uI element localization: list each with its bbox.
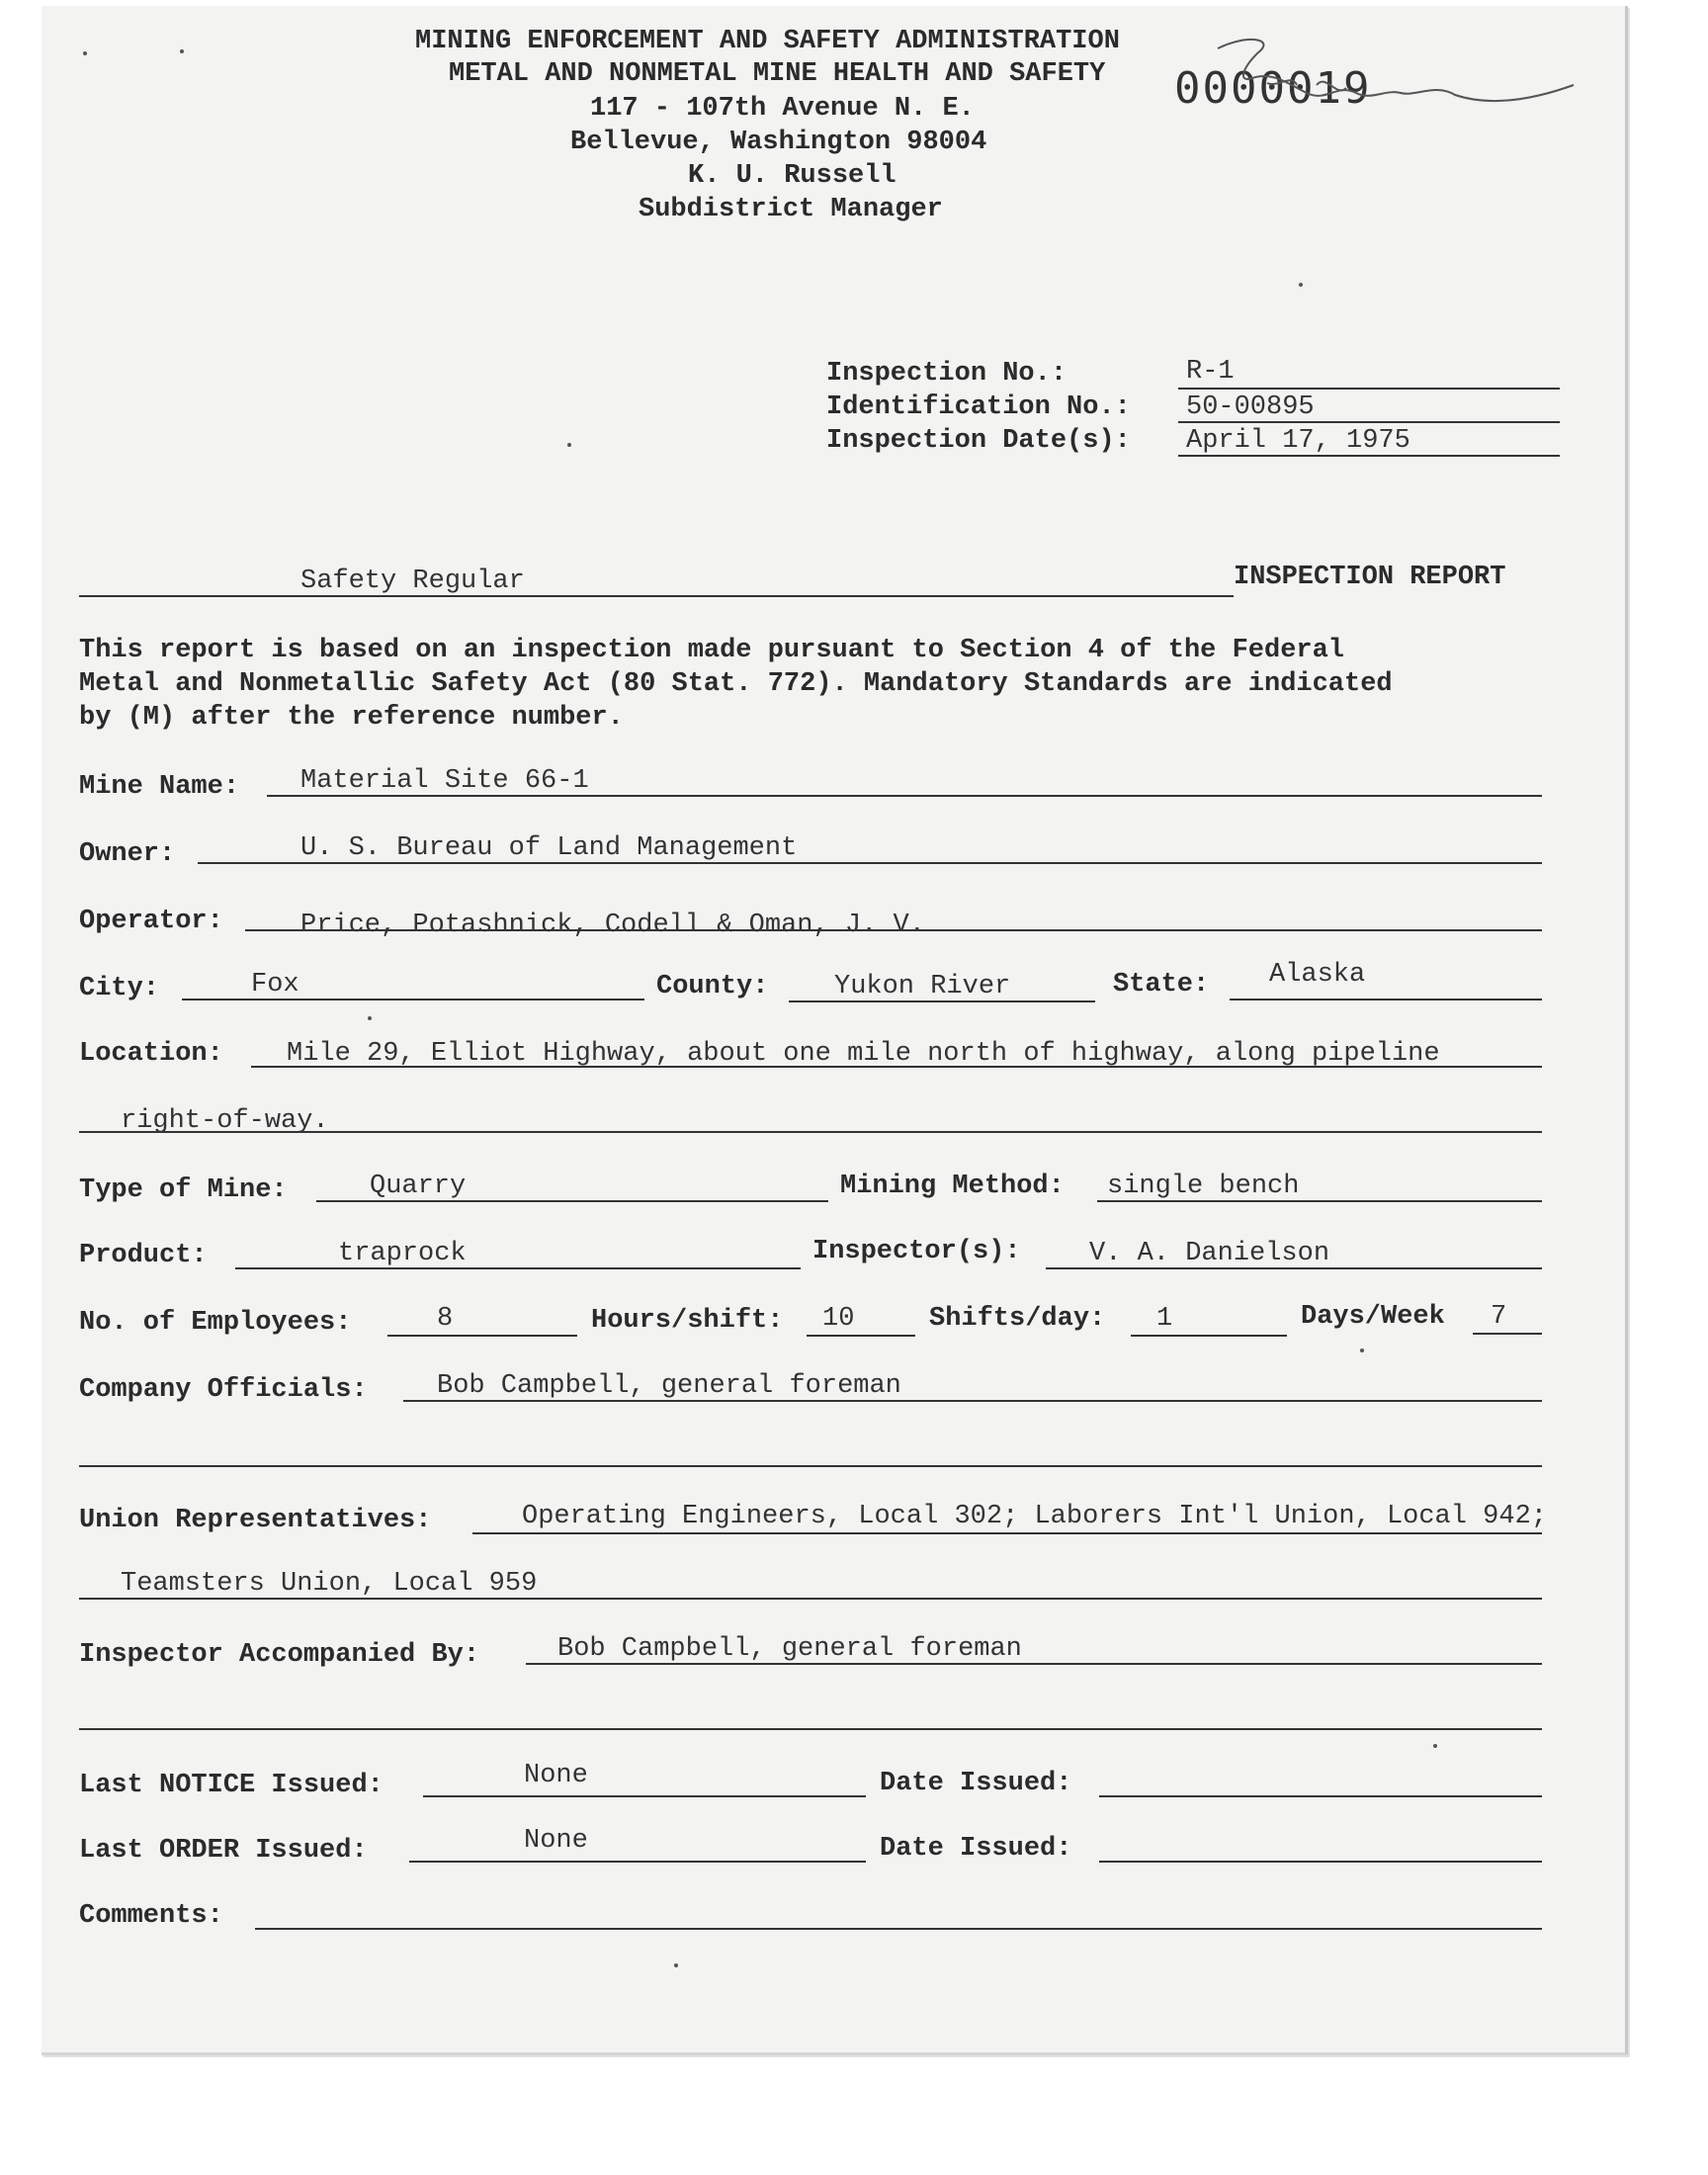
type-of-mine-value: Quarry bbox=[370, 1172, 467, 1201]
state-value: Alaska bbox=[1269, 960, 1366, 990]
state-label: State: bbox=[1113, 970, 1210, 1000]
report-type: Safety Regular bbox=[300, 566, 525, 596]
inspection-dates-line bbox=[1178, 455, 1560, 457]
inspection-dates-value: April 17, 1975 bbox=[1186, 426, 1410, 456]
manager-title: Subdistrict Manager bbox=[639, 195, 943, 224]
identification-no-label: Identification No.: bbox=[826, 392, 1131, 422]
officials-value: Bob Campbell, general foreman bbox=[437, 1371, 901, 1401]
product-line bbox=[235, 1267, 801, 1269]
mining-method-value: single bench bbox=[1107, 1172, 1300, 1201]
inspectors-line bbox=[1046, 1267, 1542, 1269]
union-line-2 bbox=[79, 1598, 1542, 1600]
order-date-line bbox=[1099, 1861, 1542, 1863]
hours-label: Hours/shift: bbox=[591, 1306, 784, 1336]
last-order-line bbox=[409, 1861, 866, 1863]
notice-date-line bbox=[1099, 1795, 1542, 1797]
scan-speck bbox=[567, 443, 571, 447]
accompanied-value: Bob Campbell, general foreman bbox=[557, 1634, 1022, 1664]
city-line bbox=[182, 999, 644, 1000]
division-name: METAL AND NONMETAL MINE HEALTH AND SAFETY bbox=[449, 59, 1106, 89]
operator-label: Operator: bbox=[79, 907, 223, 936]
county-label: County: bbox=[656, 972, 769, 1001]
mining-method-line bbox=[1097, 1200, 1542, 1202]
last-notice-line bbox=[423, 1795, 866, 1797]
product-label: Product: bbox=[79, 1241, 208, 1270]
hours-value: 10 bbox=[822, 1304, 855, 1334]
scan-speck bbox=[1360, 1348, 1364, 1352]
county-line bbox=[789, 1000, 1095, 1002]
shifts-label: Shifts/day: bbox=[929, 1304, 1106, 1334]
union-label: Union Representatives: bbox=[79, 1506, 432, 1535]
scan-speck bbox=[1299, 283, 1303, 287]
type-of-mine-line bbox=[316, 1200, 828, 1202]
accompanied-line bbox=[526, 1663, 1542, 1665]
employees-value: 8 bbox=[437, 1304, 454, 1334]
days-value: 7 bbox=[1491, 1302, 1507, 1332]
scan-speck bbox=[1433, 1744, 1437, 1748]
last-order-label: Last ORDER Issued: bbox=[79, 1836, 368, 1866]
mine-name-line bbox=[267, 795, 1542, 797]
owner-label: Owner: bbox=[79, 839, 176, 869]
handwritten-signature bbox=[1198, 24, 1593, 123]
location-line-1 bbox=[251, 1066, 1542, 1068]
owner-value: U. S. Bureau of Land Management bbox=[300, 833, 798, 863]
union-line-1 bbox=[472, 1532, 1542, 1534]
accompanied-label: Inspector Accompanied By: bbox=[79, 1640, 480, 1670]
notice-date-label: Date Issued: bbox=[880, 1769, 1072, 1798]
product-value: traprock bbox=[338, 1239, 467, 1268]
location-value-line-2: right-of-way. bbox=[121, 1106, 329, 1136]
union-value-line-1: Operating Engineers, Local 302; Laborers Int'l Union, Local 942; bbox=[522, 1502, 1547, 1531]
report-title: INSPECTION REPORT bbox=[1234, 563, 1506, 592]
employees-label: No. of Employees: bbox=[79, 1308, 352, 1338]
officials-line bbox=[403, 1400, 1542, 1402]
document-page bbox=[42, 6, 1628, 2055]
officials-line-2 bbox=[79, 1465, 1542, 1467]
employees-line bbox=[387, 1335, 577, 1337]
intro-line-2: Metal and Nonmetallic Safety Act (80 Stat. 772). Mandatory Standards are indicated bbox=[79, 669, 1393, 699]
last-order-value: None bbox=[524, 1826, 588, 1856]
hours-line bbox=[807, 1335, 915, 1337]
city-label: City: bbox=[79, 974, 160, 1003]
mine-name-value: Material Site 66-1 bbox=[300, 766, 589, 796]
last-notice-value: None bbox=[524, 1761, 588, 1790]
operator-value: Price, Potashnick, Codell & Oman, J. V. bbox=[300, 911, 925, 940]
report-type-line bbox=[79, 595, 1234, 597]
inspectors-label: Inspector(s): bbox=[812, 1237, 1021, 1266]
manager-name: K. U. Russell bbox=[688, 161, 897, 191]
shifts-line bbox=[1131, 1335, 1287, 1337]
inspection-dates-label: Inspection Date(s): bbox=[826, 426, 1131, 456]
city-value: Fox bbox=[251, 970, 299, 1000]
address-line-2: Bellevue, Washington 98004 bbox=[570, 128, 987, 157]
inspection-no-label: Inspection No.: bbox=[826, 359, 1068, 389]
location-label: Location: bbox=[79, 1039, 223, 1069]
inspection-no-value: R-1 bbox=[1186, 357, 1235, 387]
state-line bbox=[1230, 999, 1542, 1000]
union-value-line-2: Teamsters Union, Local 959 bbox=[121, 1569, 538, 1599]
operator-line bbox=[245, 929, 1542, 931]
intro-line-3: by (M) after the reference number. bbox=[79, 703, 624, 733]
location-value-line-1: Mile 29, Elliot Highway, about one mile north of highway, along pipeline bbox=[287, 1039, 1440, 1069]
location-line-2 bbox=[79, 1131, 1542, 1133]
address-line-1: 117 - 107th Avenue N. E. bbox=[590, 94, 975, 124]
inspectors-value: V. A. Danielson bbox=[1089, 1239, 1330, 1268]
shifts-value: 1 bbox=[1156, 1304, 1173, 1334]
days-label: Days/Week bbox=[1301, 1302, 1445, 1332]
order-date-label: Date Issued: bbox=[880, 1834, 1072, 1864]
document-number-stamp: 0000019 bbox=[1174, 63, 1372, 114]
last-notice-label: Last NOTICE Issued: bbox=[79, 1771, 384, 1800]
identification-no-line bbox=[1178, 421, 1560, 423]
inspection-no-line bbox=[1178, 388, 1560, 390]
owner-line bbox=[198, 862, 1542, 864]
scan-speck bbox=[368, 1016, 372, 1020]
agency-name: MINING ENFORCEMENT AND SAFETY ADMINISTRATION bbox=[415, 27, 1120, 56]
days-line bbox=[1473, 1333, 1542, 1335]
county-value: Yukon River bbox=[834, 972, 1011, 1001]
scan-speck bbox=[180, 49, 184, 53]
mine-name-label: Mine Name: bbox=[79, 772, 240, 802]
comments-label: Comments: bbox=[79, 1901, 223, 1931]
mining-method-label: Mining Method: bbox=[840, 1172, 1065, 1201]
identification-no-value: 50-00895 bbox=[1186, 392, 1315, 422]
intro-line-1: This report is based on an inspection made pursuant to Section 4 of the Federal bbox=[79, 636, 1345, 665]
scan-speck bbox=[83, 51, 87, 55]
type-of-mine-label: Type of Mine: bbox=[79, 1175, 288, 1205]
officials-label: Company Officials: bbox=[79, 1375, 368, 1405]
scan-speck bbox=[674, 1963, 678, 1967]
comments-line bbox=[255, 1928, 1542, 1930]
accompanied-line-2 bbox=[79, 1728, 1542, 1730]
